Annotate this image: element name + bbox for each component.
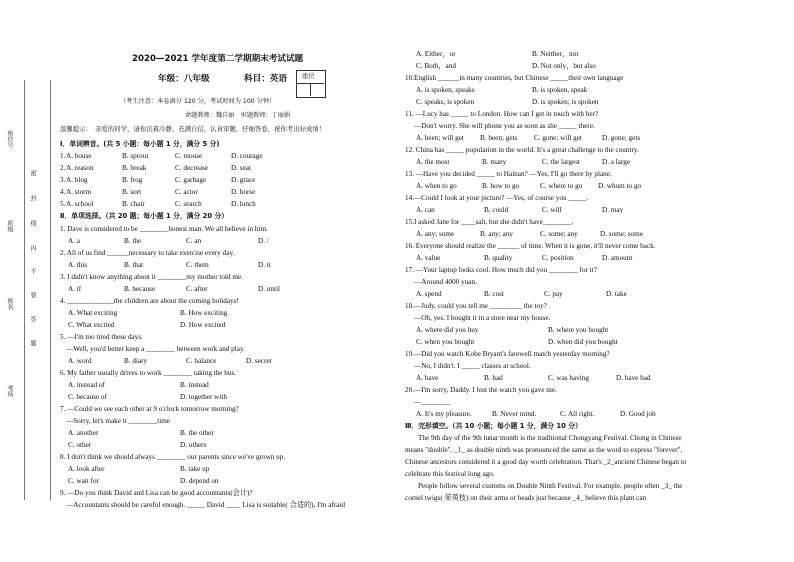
option-b: B. Never mind. [492, 410, 537, 418]
question-number: 3. [60, 176, 66, 184]
section3-title: Ⅲ．完形填空。（共 10 小题；每小题 1 分，满分 10 分） [405, 422, 582, 430]
option-d: D. is spoken; is spoken [532, 98, 599, 106]
question-number: 4. [60, 188, 66, 196]
passage-line: cornel twigs( 茱萸枝) on their arms or heads just because _4_ believe this plant can [405, 494, 647, 502]
option-b: B. many [482, 158, 507, 166]
seat-label: 座位 [302, 72, 315, 80]
option-d: D. gone; gets [602, 134, 641, 142]
exam-reminder: 温馨提示： 亲爱的同学，请你沉着冷静，充满自信，认真审题，仔细答卷，祝你考出好成绩！ [60, 125, 326, 133]
option-a: A. the most [416, 158, 450, 166]
subject-label: 科目：英语 [244, 74, 287, 84]
option-c: C. some; any [540, 230, 578, 238]
option-a: A. when to go [416, 182, 457, 190]
question-number: 2. [60, 164, 66, 172]
option-b: B. diary [124, 357, 148, 365]
option-a: A. been; will get [416, 134, 464, 142]
option-b: B. could [484, 206, 509, 214]
question-stem: 18.—Judy, could you tell me _________ the toy? [405, 302, 547, 310]
seal-line-outer [24, 80, 25, 500]
option-a: A. have [416, 374, 439, 382]
option-d: D. when did you bought [548, 338, 618, 346]
class-label: 班级 [6, 220, 13, 232]
exam-room-label: 考场 [6, 385, 13, 397]
option-d: D. seat [231, 164, 251, 172]
option-d: D. secret [246, 357, 272, 365]
option-c: C. other [68, 441, 92, 449]
question-reply: —Around 4000 yuan. [414, 278, 477, 286]
section1-title: Ⅰ．单词辨音。(共 5 小题：每小题 1 分，满分 5 分) [60, 140, 220, 148]
option-b: B. the [124, 237, 142, 245]
option-a: A. Either，or [416, 50, 456, 58]
option-b: B. because [124, 285, 156, 293]
option-c: C. position [542, 254, 574, 262]
question-stem: 1. Dave is considered to be ________honest man. We all believe in him. [60, 225, 268, 233]
option-c: C. speaks, is spoken [416, 98, 475, 106]
question-reply: —No, I didn't. I _____ classes at school. [414, 362, 531, 370]
seal-char: 题 [29, 340, 36, 346]
option-c: C. an [186, 237, 202, 245]
option-b: B. chair [122, 200, 145, 208]
option-a: A. where did you buy [416, 326, 479, 334]
option-d: D. a large [602, 158, 631, 166]
seal-char: 要 [29, 292, 36, 298]
seal-char: 内 [29, 245, 36, 251]
question-stem: 20.—I'm sorry, Daddy. I lost the watch you gave me. [405, 386, 557, 394]
option-b: B. Neither，nor [532, 50, 579, 58]
option-b: B. been; gets [480, 134, 518, 142]
option-d: D. depend on [180, 477, 219, 485]
option-a: A. look after [68, 465, 105, 473]
passage-line: People follow several customs on Double Ninth Festival. For example, people often _3_ the [418, 482, 683, 490]
option-b: B. sprout [122, 152, 149, 160]
option-c: C. pay [544, 290, 563, 298]
option-b: B. sort [122, 188, 142, 196]
option-c: C. wait for [68, 477, 99, 485]
option-a: A. word [68, 357, 92, 365]
option-c: C. where to go [540, 182, 583, 190]
option-d: D. / [258, 237, 269, 245]
passage-line: means "double". _1_ as double ninth was pronounced the same as the word to express "forever", [405, 446, 683, 454]
option-b: B. the other [180, 429, 214, 437]
passage-line: celebrate this festival long ago. [405, 470, 495, 478]
option-d: D. amount [602, 254, 633, 262]
option-a: A. another [68, 429, 99, 437]
option-c: C. will [542, 206, 562, 214]
seal-char: 答 [29, 316, 36, 322]
seat-box-rule [296, 83, 324, 84]
option-a: A. a [68, 237, 80, 245]
question-number: 5. [60, 200, 66, 208]
option-b: B. cost [484, 290, 504, 298]
option-a: A. if [68, 285, 82, 293]
option-d: D. lunch [231, 200, 256, 208]
question-stem: 19.—Did you watch Kobe Bryant's farewell match yesterday morning? [405, 350, 610, 358]
option-c: C. search [175, 200, 202, 208]
seal-char: 不 [29, 268, 36, 274]
question-stem: 17. —Your laptop looks cool. How much did you ________ for it? [405, 266, 597, 274]
exam-title: 2020—2021 学年度第二学期期末考试试题 [132, 54, 304, 64]
grade-label: 年级：八年级 [158, 74, 210, 84]
question-stem: 11. —Lucy has _____ to London. How can I get in touch with her? [405, 110, 599, 118]
option-b: B. instead [180, 381, 209, 389]
option-a: A. spend [416, 290, 442, 298]
option-d: D. grace [231, 176, 256, 184]
option-d: D. until [258, 285, 280, 293]
question-stem: 6. My father usually drives to work ________ taking the bus. [60, 369, 237, 377]
option-c: C. balance [186, 357, 217, 365]
option-a: A. storm [66, 188, 92, 196]
exam-note: （考生注意：本卷满分 120 分，考试时间为 100 分钟） [120, 98, 276, 105]
option-c: C. garbage [175, 176, 207, 184]
option-c: C. mouse [175, 152, 203, 160]
option-a: A. blog [66, 176, 88, 184]
option-b: B. how to go [482, 182, 520, 190]
question-stem: 10.English ______in many countries, but Chinese _____their own language [405, 74, 624, 82]
question-stem: 16. Everyone should realize the ______ of time. When it is gone, it'll never come back. [405, 242, 656, 250]
option-d: D. Not only，but also [532, 62, 596, 70]
option-c: C. actor [175, 188, 198, 196]
option-c: C. gone; will get [534, 134, 582, 142]
option-a: A. can [416, 206, 435, 214]
option-a: A. What exciting [68, 309, 118, 317]
question-stem: 13. —Have you decided _____ to Hainan? —Yes, I'll go there by plane. [405, 170, 612, 178]
question-reply: —Accountants should be careful enough. _____ David ____ Lisa is suitable( 合适的), I'm afraid [66, 501, 345, 509]
option-d: D. others [180, 441, 207, 449]
question-stem: 4. _____________the children are about the coming holidays! [60, 297, 239, 305]
option-b: B. had [484, 374, 503, 382]
option-a: A. value [416, 254, 441, 262]
option-a: A. house [66, 152, 92, 160]
option-a: A. It's my pleasure. [416, 410, 472, 418]
option-d: D. may [602, 206, 624, 214]
seal-line-inner [50, 80, 51, 500]
binding-margin [0, 0, 55, 562]
option-c: C. the largest [542, 158, 580, 166]
option-d: D. How excited [180, 321, 226, 329]
seal-char: 线 [29, 220, 36, 226]
question-stem: 9. —Do you think David and Lisa can be good accountants(会计)? [60, 489, 253, 497]
option-b: B. break [122, 164, 147, 172]
question-stem: 5. —I'm too tired these days. [60, 333, 143, 341]
question-reply: —________ [414, 398, 450, 406]
option-a: A. reason [66, 164, 94, 172]
option-c: C. when you bought [416, 338, 475, 346]
seal-char: 密 [29, 170, 36, 176]
option-b: B. frog [122, 176, 143, 184]
option-d: D. courage [231, 152, 263, 160]
option-a: A. instead of [68, 381, 105, 389]
option-a: A. is spoken, speaks [416, 86, 475, 94]
option-d: D. have had [616, 374, 651, 382]
option-c: C. them [186, 261, 209, 269]
option-d: D. horse [231, 188, 256, 196]
option-d: D. together with [180, 393, 227, 401]
question-stem: 2. All of us find ______necessary to take exercise every day. [60, 249, 235, 257]
question-reply: —Oh, yes. I bought it in a store near my house. [414, 314, 551, 322]
option-c: C. decrease [175, 164, 209, 172]
passage-line: Chinese ancestors considered it a good day worth celebration. That's _2_ancient Chinese began to [405, 458, 687, 466]
question-stem: 7. —Could we see each other at 9 o'clock tomorrow morning? [60, 405, 239, 413]
option-b: B. any; any [480, 230, 513, 238]
option-b: B. that [124, 261, 144, 269]
question-reply: —Sorry, let's make it ________time [66, 417, 171, 425]
option-b: B. quality [484, 254, 513, 262]
question-number: 1. [60, 152, 66, 160]
option-c: C. because of [68, 393, 107, 401]
seat-number-label: 座位号 [6, 130, 13, 148]
option-d: D. some; some [600, 230, 643, 238]
question-reply: —Well, you'd better keep a ________ between work and play. [66, 345, 245, 353]
option-b: B. take up [180, 465, 210, 473]
question-stem: 15.I asked Jane for ____salt, but she didn't have________. [405, 218, 574, 226]
option-d: D. it [258, 261, 271, 269]
option-c: C. Both，and [416, 62, 456, 70]
option-d: D. Good job [620, 410, 656, 418]
option-b: B. where you bought [548, 326, 609, 334]
name-label: 姓名 [6, 298, 13, 310]
option-d: D. whom to go [598, 182, 642, 190]
question-stem: 12. China has _____ population in the world. It's a great challenge to the country. [405, 146, 639, 154]
option-b: B. How exciting [180, 309, 228, 317]
question-stem: 3. I didn't know anything about it ________my mother told me. [60, 273, 243, 281]
passage-line: The 9th day of the 9th lunar month is the traditional Chongyang Festival. Chong in Chinese [418, 434, 682, 442]
option-d: D. take [606, 290, 627, 298]
option-c: C. was having [548, 374, 589, 382]
question-reply: —Don't worry. She will phone you as soon as she _____ there. [414, 122, 595, 130]
question-stem: 14.—Could I look at your picture? —Yes, of course you _____. [405, 194, 589, 202]
question-stem: 8. I don't think we should always ________ our parents since we've grown up. [60, 453, 286, 461]
option-a: A. school [66, 200, 94, 208]
option-b: B. is spoken, speak [532, 86, 588, 94]
option-c: C. All right. [560, 410, 595, 418]
seal-char: 封 [29, 195, 36, 201]
option-a: A. this [68, 261, 88, 269]
exam-authors: 命题教师：魏自丽 审题教师：丁丽娟 [185, 112, 291, 119]
section2-title: Ⅱ．单项选择。（共 20 题；每小题 1 分，满分 20 分） [60, 212, 229, 220]
option-c: C. after [186, 285, 208, 293]
seat-box-divider [310, 83, 311, 96]
option-a: A. any; some [416, 230, 455, 238]
option-c: C. What excited [68, 321, 115, 329]
